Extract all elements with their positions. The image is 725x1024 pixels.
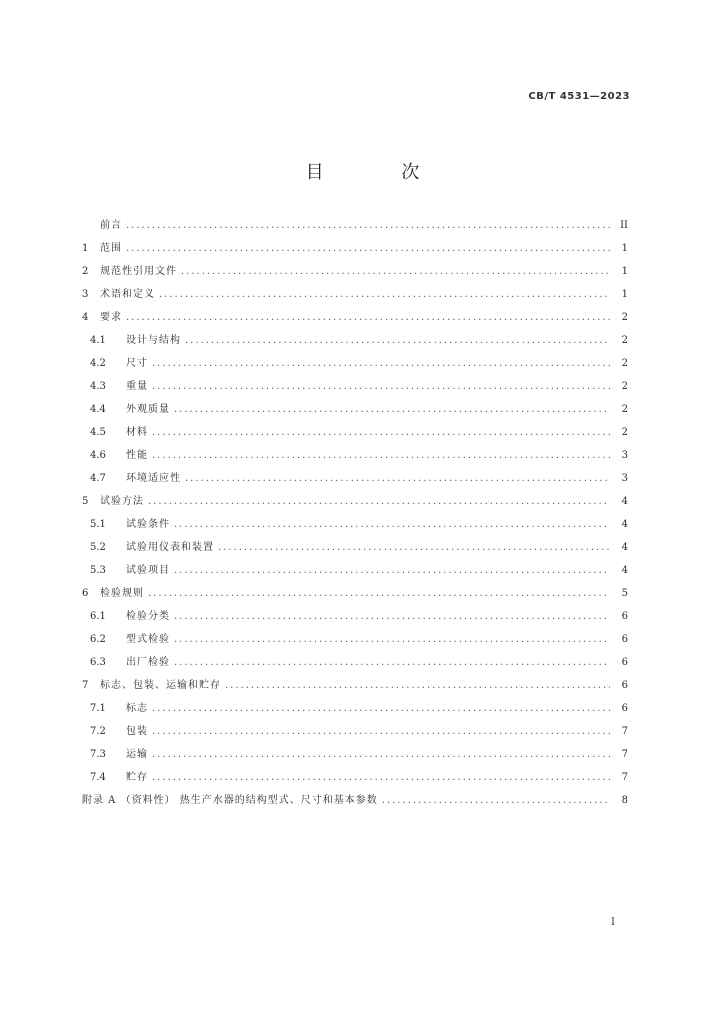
toc-leader-dots	[174, 398, 610, 421]
toc-entry-title: 试验用仪表和装置	[126, 542, 214, 553]
toc-entry-title: 范围	[100, 243, 122, 254]
toc-leader-dots	[174, 651, 610, 674]
page-title: 目 次	[305, 162, 456, 183]
toc-entry-number: 4.3	[90, 381, 106, 392]
toc-entry-title: 检验分类	[126, 611, 170, 622]
toc-entry-title: 外观质量	[126, 404, 170, 415]
toc-entry-page: 7	[621, 726, 628, 737]
toc-entry-title: 重量	[126, 381, 148, 392]
toc-entry-page: 4	[621, 496, 628, 507]
toc-entry-page: 7	[621, 772, 628, 783]
toc-entry-title: 标志	[126, 703, 148, 714]
toc-entry-page: 2	[621, 358, 628, 369]
toc-entry[interactable]	[82, 697, 628, 720]
toc-entry-number: 6.3	[90, 657, 106, 668]
toc-entry-title: 试验方法	[100, 496, 144, 507]
toc-entry-number: 7	[82, 680, 89, 691]
toc-entry-number: 6.1	[90, 611, 106, 622]
toc-entry-page: 6	[621, 703, 628, 714]
toc-entry[interactable]	[82, 582, 628, 605]
toc-entry-page: 8	[621, 795, 628, 806]
toc-leader-dots	[152, 697, 610, 720]
toc-entry-page: 2	[621, 381, 628, 392]
toc-entry[interactable]	[82, 743, 628, 766]
toc-leader-dots	[152, 421, 610, 444]
toc-leader-dots	[148, 582, 610, 605]
toc-leader-dots	[126, 306, 610, 329]
toc-entry-page: 4	[621, 542, 628, 553]
toc-entry-title: 检验规则	[100, 588, 144, 599]
toc-entry[interactable]	[82, 789, 628, 812]
toc-entry-number: 5	[82, 496, 89, 507]
toc-entry[interactable]	[82, 651, 628, 674]
toc-entry-title: 附录 A （资料性） 热生产水器的结构型式、尺寸和基本参数	[82, 795, 378, 806]
toc-entry-title: 设计与结构	[126, 335, 181, 346]
toc-leader-dots	[174, 559, 610, 582]
toc-entry[interactable]	[82, 513, 628, 536]
toc-entry-title: 包装	[126, 726, 148, 737]
table-of-contents	[82, 214, 628, 812]
toc-entry-page: 1	[621, 243, 628, 254]
toc-entry[interactable]	[82, 444, 628, 467]
document-code: CB/T 4531—2023	[528, 91, 630, 102]
toc-entry-page: 2	[621, 404, 628, 415]
toc-entry-number: 4	[82, 312, 89, 323]
toc-entry[interactable]	[82, 559, 628, 582]
toc-leader-dots	[225, 674, 610, 697]
toc-entry-title: 试验条件	[126, 519, 170, 530]
toc-leader-dots	[152, 766, 610, 789]
toc-entry[interactable]	[82, 490, 628, 513]
toc-entry-number: 6.2	[90, 634, 106, 645]
toc-entry[interactable]	[82, 260, 628, 283]
toc-entry-page: 3	[621, 450, 628, 461]
toc-entry-title: 性能	[126, 450, 148, 461]
toc-leader-dots	[185, 329, 610, 352]
toc-entry-page: 3	[621, 473, 628, 484]
toc-entry[interactable]	[82, 605, 628, 628]
toc-entry-title: 材料	[126, 427, 148, 438]
toc-entry[interactable]	[82, 421, 628, 444]
toc-entry[interactable]	[82, 674, 628, 697]
toc-entry[interactable]	[82, 214, 628, 237]
toc-entry-title: 尺寸	[126, 358, 148, 369]
toc-entry-title: 试验项目	[126, 565, 170, 576]
toc-entry-number: 5.1	[90, 519, 106, 530]
toc-entry-page: 2	[621, 427, 628, 438]
toc-entry-number: 6	[82, 588, 89, 599]
toc-entry[interactable]	[82, 536, 628, 559]
toc-entry[interactable]	[82, 237, 628, 260]
toc-leader-dots	[152, 720, 610, 743]
toc-entry-page: 5	[621, 588, 628, 599]
toc-entry[interactable]	[82, 628, 628, 651]
toc-entry-number: 7.3	[90, 749, 106, 760]
toc-entry-number: 2	[82, 266, 89, 277]
toc-entry-page: 2	[621, 335, 628, 346]
toc-entry-number: 7.4	[90, 772, 106, 783]
toc-entry-page: 7	[621, 749, 628, 760]
toc-entry-title: 环境适应性	[126, 473, 181, 484]
toc-leader-dots	[181, 260, 610, 283]
toc-entry[interactable]	[82, 720, 628, 743]
toc-leader-dots	[159, 283, 610, 306]
toc-entry-number: 1	[82, 243, 89, 254]
toc-entry-page: 6	[621, 657, 628, 668]
toc-leader-dots	[174, 513, 610, 536]
toc-entry-page: 4	[621, 565, 628, 576]
toc-entry-number: 5.2	[90, 542, 106, 553]
toc-entry-number: 4.2	[90, 358, 106, 369]
toc-entry-page: 1	[621, 289, 628, 300]
toc-leader-dots	[126, 237, 610, 260]
toc-entry[interactable]	[82, 283, 628, 306]
toc-entry-title: 术语和定义	[100, 289, 155, 300]
toc-entry-number: 4.6	[90, 450, 106, 461]
toc-entry-title: 前言	[100, 220, 122, 231]
toc-entry-number: 4.7	[90, 473, 106, 484]
toc-leader-dots	[126, 214, 610, 237]
toc-entry-page: 1	[621, 266, 628, 277]
toc-entry-title: 标志、包装、运输和贮存	[100, 680, 221, 691]
toc-entry-number: 7.2	[90, 726, 106, 737]
toc-entry-page: II	[620, 220, 628, 231]
toc-entry-number: 5.3	[90, 565, 106, 576]
toc-leader-dots	[174, 605, 610, 628]
toc-entry-title: 要求	[100, 312, 122, 323]
toc-leader-dots	[174, 628, 610, 651]
toc-entry[interactable]	[82, 329, 628, 352]
toc-entry-number: 7.1	[90, 703, 106, 714]
toc-leader-dots	[148, 490, 610, 513]
toc-entry[interactable]	[82, 398, 628, 421]
toc-entry-title: 型式检验	[126, 634, 170, 645]
toc-entry[interactable]	[82, 306, 628, 329]
toc-entry-page: 6	[621, 611, 628, 622]
toc-entry-page: 4	[621, 519, 628, 530]
toc-leader-dots	[382, 789, 610, 812]
page-number: I	[611, 917, 615, 928]
toc-leader-dots	[152, 444, 610, 467]
toc-entry-title: 规范性引用文件	[100, 266, 177, 277]
toc-entry[interactable]	[82, 375, 628, 398]
toc-entry-number: 3	[82, 289, 89, 300]
toc-entry-page: 6	[621, 680, 628, 691]
toc-entry-title: 贮存	[126, 772, 148, 783]
toc-leader-dots	[218, 536, 610, 559]
toc-entry[interactable]	[82, 766, 628, 789]
toc-entry-number: 4.4	[90, 404, 106, 415]
toc-leader-dots	[152, 743, 610, 766]
toc-entry-title: 运输	[126, 749, 148, 760]
toc-entry-page: 2	[621, 312, 628, 323]
toc-entry-page: 6	[621, 634, 628, 645]
toc-entry[interactable]	[82, 352, 628, 375]
toc-leader-dots	[152, 352, 610, 375]
toc-leader-dots	[152, 375, 610, 398]
toc-entry-number: 4.5	[90, 427, 106, 438]
toc-leader-dots	[185, 467, 610, 490]
toc-entry-title: 出厂检验	[126, 657, 170, 668]
toc-entry-number: 4.1	[90, 335, 106, 346]
toc-entry[interactable]	[82, 467, 628, 490]
